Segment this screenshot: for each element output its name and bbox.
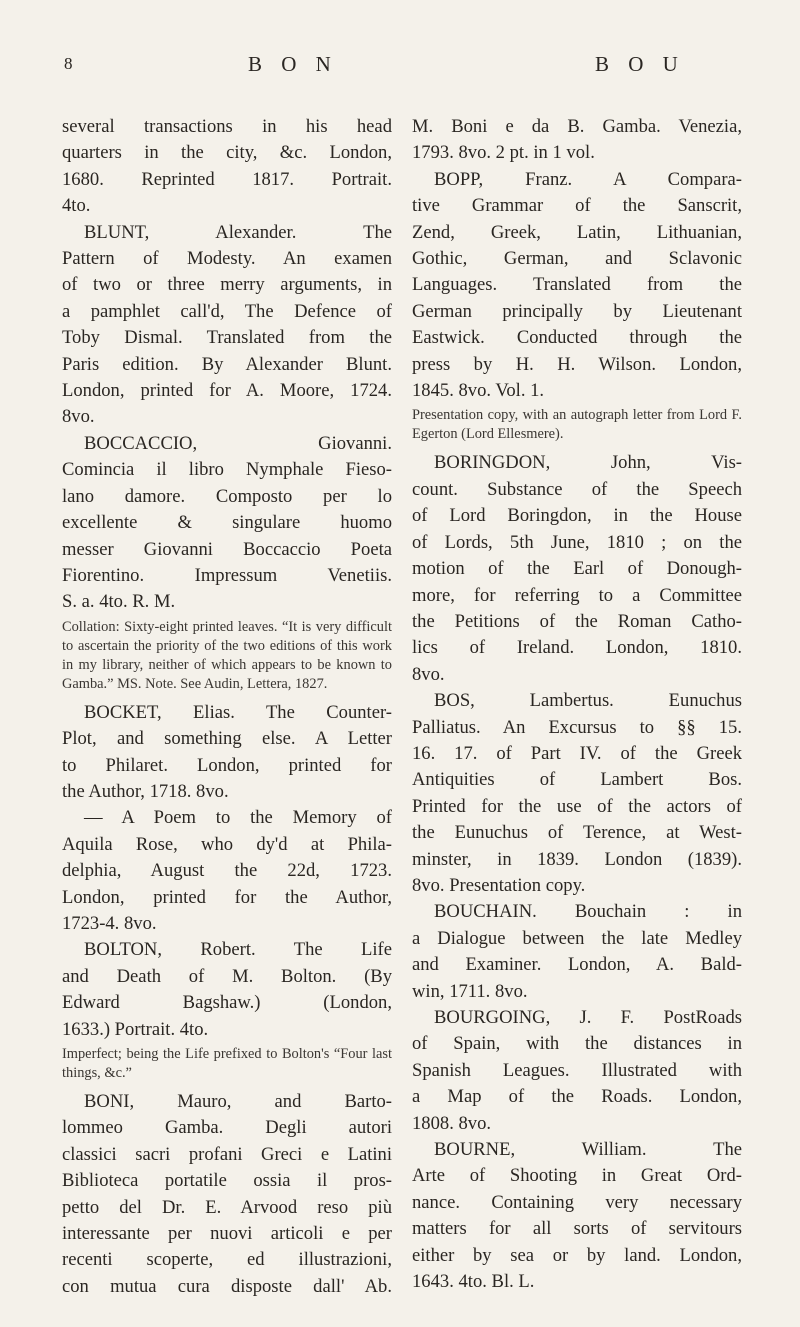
catalogue-note: Imperfect; being the Life prefixed to Bolton's “Four last things, &c.” — [62, 1046, 392, 1081]
catalogue-line: BOS, Lambertus. Eunuchus — [434, 690, 742, 712]
catalogue-line: press by H. H. Wilson. London, — [412, 353, 742, 375]
catalogue-line: excellente & singulare huomo — [62, 512, 392, 534]
catalogue-line: 1845. 8vo. Vol. 1. — [412, 380, 545, 402]
right-column — [412, 114, 742, 1295]
catalogue-line: Arte of Shooting in Great Ord- — [412, 1165, 742, 1187]
catalogue-line: lano damore. Composto per lo — [62, 485, 392, 507]
catalogue-line: Pattern of Modesty. An examen — [62, 248, 392, 270]
catalogue-line: Zend, Greek, Latin, Lithuanian, — [412, 221, 742, 243]
catalogue-line: to Philaret. London, printed for — [62, 754, 392, 776]
catalogue-line: Fiorentino. Impressum Venetiis. — [62, 564, 392, 586]
catalogue-line: the Petitions of the Roman Catho- — [412, 610, 742, 632]
catalogue-line: motion of the Earl of Donough- — [412, 558, 742, 580]
catalogue-line: lics of Ireland. London, 1810. — [412, 637, 742, 659]
catalogue-line: BLUNT, Alexander. The — [84, 221, 392, 243]
catalogue-line: 8vo. Presentation copy. — [412, 874, 586, 896]
catalogue-line: Plot, and something else. A Letter — [62, 728, 392, 750]
catalogue-line: the Eunuchus of Terence, at West- — [412, 822, 742, 844]
running-header — [0, 52, 800, 86]
catalogue-line: Paris edition. By Alexander Blunt. — [62, 353, 392, 375]
catalogue-line: 8vo. — [412, 663, 445, 685]
catalogue-line: BOCCACCIO, Giovanni. — [84, 432, 392, 454]
catalogue-line: BOPP, Franz. A Compara- — [434, 168, 742, 190]
catalogue-line: con mutua cura disposte dall' Ab. — [62, 1275, 392, 1297]
catalogue-line: minster, in 1839. London (1839). — [412, 848, 742, 870]
catalogue-line: 1808. 8vo. — [412, 1112, 492, 1134]
right-running-head: B O U — [595, 52, 685, 76]
catalogue-line: more, for referring to a Committee — [412, 584, 742, 606]
catalogue-line: Antiquities of Lambert Bos. — [412, 769, 742, 791]
catalogue-note: Collation: Sixty-eight printed leaves. “It is very difficult to ascertain the priority of the two editions of this work in my library, neither of which appears to be known to Gamba.” MS. Note. See Audin, Lettera, 1827. — [62, 618, 392, 692]
catalogue-line: 1643. 4to. Bl. L. — [412, 1271, 535, 1293]
catalogue-line: Toby Dismal. Translated from the — [62, 327, 392, 349]
catalogue-line: BONI, Mauro, and Barto- — [84, 1091, 392, 1112]
catalogue-line: BORINGDON, John, Vis- — [434, 452, 742, 474]
catalogue-line: BOLTON, Robert. The Life — [84, 939, 392, 961]
catalogue-line: 4to. — [62, 195, 91, 217]
catalogue-line: classici sacri profani Greci e Latini — [62, 1143, 392, 1165]
catalogue-line: Biblioteca portatile ossia il pros- — [62, 1170, 392, 1192]
catalogue-line: 1633.) Portrait. 4to. — [62, 1018, 209, 1040]
catalogue-line: BOUCHAIN. Bouchain : in — [434, 901, 742, 923]
catalogue-line: 1723-4. 8vo. — [62, 912, 157, 934]
catalogue-line: BOCKET, Elias. The Counter- — [84, 701, 392, 723]
catalogue-line: either by sea or by land. London, — [412, 1244, 742, 1266]
catalogue-line: nance. Containing very necessary — [412, 1191, 742, 1213]
catalogue-line: several transactions in his head — [62, 116, 392, 137]
catalogue-line: matters for all sorts of servitours — [412, 1218, 742, 1240]
catalogue-line: lommeo Gamba. Degli autori — [62, 1117, 392, 1139]
catalogue-line: tive Grammar of the Sanscrit, — [412, 195, 742, 217]
catalogue-line: and Examiner. London, A. Bald- — [412, 954, 742, 976]
catalogue-line: 1793. 8vo. 2 pt. in 1 vol. — [412, 142, 595, 164]
catalogue-line: a Dialogue between the late Medley — [412, 927, 742, 949]
catalogue-line: London, printed for the Author, — [62, 886, 392, 908]
catalogue-line: BOURNE, William. The — [434, 1139, 742, 1161]
catalogue-line: a pamphlet call'd, The Defence of — [62, 300, 392, 322]
catalogue-line: win, 1711. 8vo. — [412, 980, 528, 1002]
catalogue-line: BOURGOING, J. F. PostRoads — [434, 1007, 742, 1028]
catalogue-line: of two or three merry arguments, in — [62, 274, 392, 296]
catalogue-line: Comincia il libro Nymphale Fieso- — [62, 459, 392, 481]
catalogue-line: 16. 17. of Part IV. of the Greek — [412, 742, 742, 764]
catalogue-line: count. Substance of the Speech — [412, 478, 742, 500]
catalogue-line: Printed for the use of the actors of — [412, 795, 742, 817]
catalogue-line: German principally by Lieutenant — [412, 300, 742, 322]
catalogue-line: Edward Bagshaw.) (London, — [62, 992, 392, 1014]
catalogue-line: M. Boni e da B. Gamba. Venezia, — [412, 116, 742, 137]
catalogue-line: of Spain, with the distances in — [412, 1033, 742, 1055]
catalogue-line: messer Giovanni Boccaccio Poeta — [62, 538, 392, 560]
catalogue-line: Eastwick. Conducted through the — [412, 327, 742, 349]
catalogue-line: quarters in the city, &c. London, — [62, 142, 392, 164]
catalogue-line: 8vo. — [62, 406, 95, 428]
catalogue-line: Spanish Leagues. Illustrated with — [412, 1059, 742, 1081]
catalogue-line: petto del Dr. E. Arvood reso più — [62, 1196, 392, 1218]
catalogue-line: the Author, 1718. 8vo. — [62, 780, 229, 802]
left-running-head: B O N — [248, 52, 338, 76]
catalogue-line: delphia, August the 22d, 1723. — [62, 860, 392, 882]
catalogue-line: of Lord Boringdon, in the House — [412, 505, 742, 527]
catalogue-line: Gothic, German, and Sclavonic — [412, 248, 742, 270]
catalogue-note: Presentation copy, with an autograph letter from Lord F. Egerton (Lord Ellesmere). — [412, 407, 742, 443]
catalogue-line: and Death of M. Bolton. (By — [62, 965, 392, 987]
left-column — [62, 114, 392, 1300]
catalogue-line: S. a. 4to. R. M. — [62, 591, 176, 613]
page-number: 8 — [64, 54, 73, 73]
catalogue-line: interessante per nuovi articoli e per — [62, 1223, 392, 1245]
catalogue-line: London, printed for A. Moore, 1724. — [62, 380, 392, 402]
catalogue-line: Palliatus. An Excursus to §§ 15. — [412, 716, 742, 738]
catalogue-line: Languages. Translated from the — [412, 274, 742, 296]
catalogue-line: recenti scoperte, ed illustrazioni, — [62, 1249, 392, 1271]
catalogue-line: a Map of the Roads. London, — [412, 1086, 742, 1108]
catalogue-line: — A Poem to the Memory of — [84, 807, 392, 829]
catalogue-line: of Lords, 5th June, 1810 ; on the — [412, 531, 742, 553]
catalogue-line: Aquila Rose, who dy'd at Phila- — [62, 833, 392, 855]
catalogue-line: 1680. Reprinted 1817. Portrait. — [62, 168, 392, 190]
